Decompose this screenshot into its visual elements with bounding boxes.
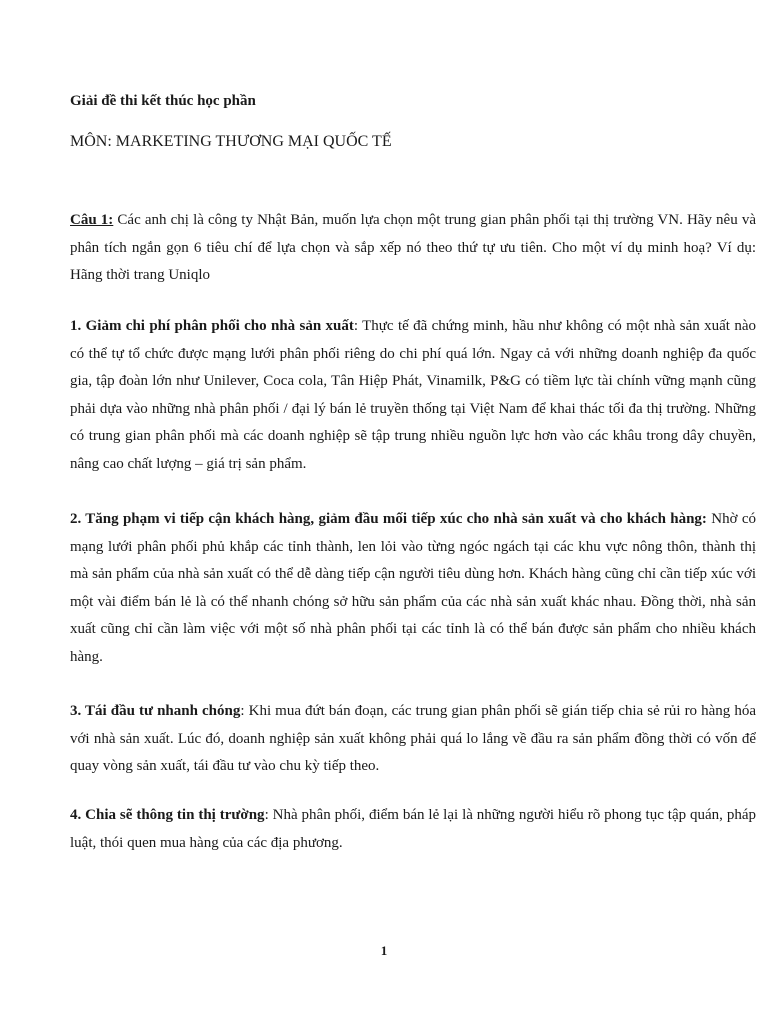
page-number: 1 <box>380 943 388 958</box>
document-title: Giải đề thi kết thúc học phần <box>70 93 256 109</box>
answer-paragraph-2 <box>70 506 756 671</box>
answer-body-4: : Nhà phân phối, điểm bán lẻ lại là những người hiểu rõ phong tục tập quán, pháp luật, thói quen mua hàng của các địa phương. <box>70 807 756 851</box>
answer-heading-3: 3. Tái đầu tư nhanh chóng <box>70 703 241 719</box>
answer-heading-2: 2. Tăng phạm vi tiếp cận khách hàng, giảm đầu mối tiếp xúc cho nhà sản xuất và cho khách hàng: <box>70 511 707 527</box>
answer-heading-4: 4. Chia sẽ thông tin thị trường <box>70 807 265 823</box>
answer-body-1: : Thực tế đã chứng minh, hầu như không có một nhà sản xuất nào có thể tự tổ chức được mạng lưới phân phối riêng do chi phí quá lớn. Ngay cả với những doanh nghiệp đa quốc gia, tập đoàn lớn như Unilever, Coca cola, Tân Hiệp Phát, Vinamilk, P&G có tiềm lực tài chính vững mạnh cũng phải dựa vào những nhà phân phối / đại lý bán lẻ truyền thống tại Việt Nam để khai thác tối đa thị trường. Những có trung gian phân phối mà các doanh nghiệp sẽ tập trung nhiều nguồn lực hơn vào các khâu trong dây chuyền, nâng cao chất lượng – giá trị sản phẩm. <box>70 318 756 472</box>
answer-paragraph-3 <box>70 698 756 781</box>
question-text: Các anh chị là công ty Nhật Bản, muốn lựa chọn một trung gian phân phối tại thị trường VN. Hãy nêu và phân tích ngắn gọn 6 tiêu chí để lựa chọn và sắp xếp nó theo thứ tự ưu tiên. Cho một ví dụ minh hoạ? Ví dụ: Hãng thời trang Uniqlo <box>70 212 756 283</box>
answer-body-2: Nhờ có mạng lưới phân phối phủ khắp các tỉnh thành, len lỏi vào từng ngóc ngách tại các khu vực nông thôn, thành thị mà sản phẩm của nhà sản xuất có thể dễ dàng tiếp cận người tiêu dùng hơn. Khách hàng cũng chỉ cần tiếp xúc với một vài điểm bán lẻ là có thể nhanh chóng sở hữu sản phẩm của các nhà sản xuất khác nhau. Đồng thời, nhà sản xuất cũng chỉ cần làm việc với một số nhà phân phối tại các tỉnh là có thể bán được sản phẩm cho nhiều khách hàng. <box>70 511 756 665</box>
question-label: Câu 1: <box>70 212 114 228</box>
answer-heading-1: 1. Giảm chi phí phân phối cho nhà sản xuất <box>70 318 354 334</box>
question-paragraph <box>70 207 756 290</box>
answer-paragraph-1 <box>70 313 756 478</box>
answer-paragraph-4 <box>70 802 756 857</box>
answer-body-3: : Khi mua đứt bán đoạn, các trung gian phân phối sẽ gián tiếp chia sẻ rủi ro hàng hóa với nhà sản xuất. Lúc đó, doanh nghiệp sản xuất không phải quá lo lắng về đầu ra sản phẩm đồng thời có vốn để quay vòng sản xuất, tái đầu tư vào chu kỳ tiếp theo. <box>70 703 757 774</box>
subject-heading: MÔN: MARKETING THƯƠNG MẠI QUỐC TẾ <box>70 133 392 150</box>
